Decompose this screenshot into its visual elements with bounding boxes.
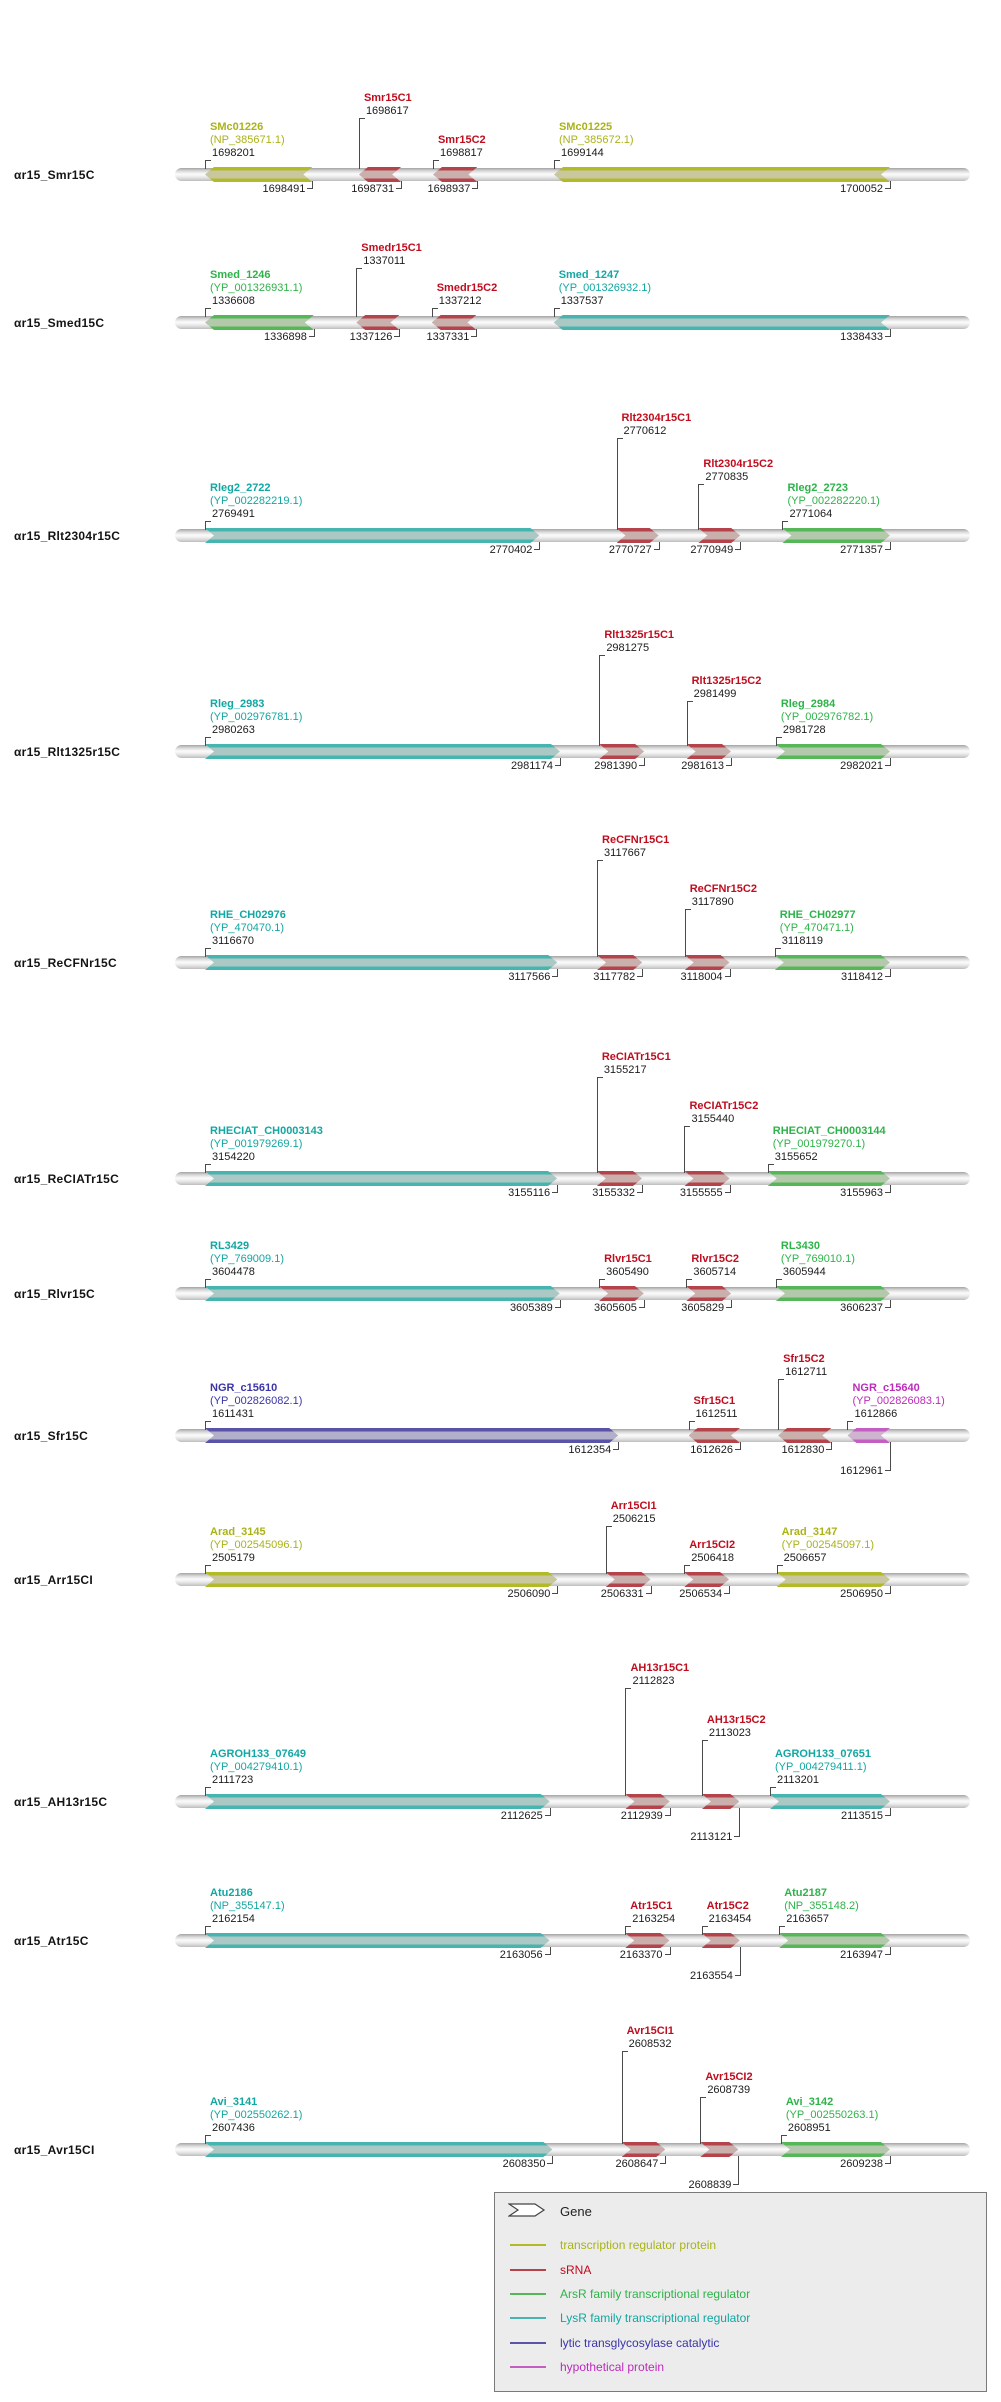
end-coordinate-label: 2506950 [840,1588,883,1600]
gene-name-label: RL3429 [210,1240,250,1252]
end-coordinate-label: 2608350 [502,2158,546,2170]
end-coordinate-tick [472,181,478,189]
end-coordinate-tick [885,1947,891,1955]
start-coordinate-label: 1698617 [365,105,409,117]
end-coordinate-label: 2981613 [681,760,725,772]
locus-label: αr15_ReCFNr15C [14,956,117,970]
srna-name-label: Rlt2304r15C2 [703,458,774,470]
locus-label: αr15_Atr15C [14,1934,89,1948]
end-coordinate-label: 1698937 [427,183,471,195]
transcription_regulator-color-swatch [510,2244,546,2246]
end-coordinate-tick [471,329,477,337]
gene-arrow [776,744,890,759]
lytic-color-swatch [510,2342,546,2344]
start-coordinate-tick [782,521,788,530]
gene-accession-label: (NP_355147.1) [210,1900,285,1912]
gene-accession-label: (YP_001326932.1) [558,282,652,294]
start-coordinate-label: 1699144 [560,147,604,159]
start-coordinate-label: 2608951 [787,2122,831,2134]
start-coordinate-label: 2769491 [212,508,255,520]
end-coordinate-label: 3605389 [509,1302,553,1314]
start-coordinate-tick [698,484,704,530]
gene-name-label: RHE_CH02976 [210,909,286,921]
start-coordinate-tick [205,1565,211,1574]
gene-accession-label: (YP_769009.1) [210,1253,284,1265]
end-coordinate-tick [826,1442,832,1450]
srna-name-label: ReCFNr15C1 [602,834,670,846]
start-coordinate-tick [205,737,211,746]
gene-arrow [205,1171,557,1186]
end-coordinate-label: 3155116 [508,1187,551,1199]
gene-arrow [205,1794,550,1809]
end-coordinate-tick [735,1947,741,1976]
start-coordinate-tick [205,521,211,530]
gene-arrow [781,2142,890,2157]
start-coordinate-tick [606,1526,612,1574]
start-coordinate-tick [770,1787,776,1796]
start-coordinate-tick [702,1926,708,1935]
start-coordinate-label: 3605490 [606,1266,649,1278]
end-coordinate-tick [885,1300,891,1308]
start-coordinate-label: 3605714 [693,1266,737,1278]
end-coordinate-label: 3117566 [508,971,551,983]
legend-item-label: ArsR family transcriptional regulator [560,2287,751,2301]
gene-accession-label: (YP_002550263.1) [785,2109,879,2121]
start-coordinate-label: 1612511 [695,1408,738,1420]
locus-label: αr15_Rlt2304r15C [14,529,121,543]
gene-arrow [205,528,539,543]
start-coordinate-label: 3116670 [212,935,255,947]
srna-name-label: Rlt1325r15C2 [691,675,762,687]
end-coordinate-tick [885,181,891,189]
gene-name-label: Atu2186 [210,1887,253,1899]
end-coordinate-label: 1698731 [351,183,395,195]
gene-arrow [205,1933,550,1948]
locus-label: αr15_Rlt1325r15C [14,745,121,759]
gene-accession-label: (NP_385671.1) [210,134,285,146]
gene-name-label: Rleg2_2722 [210,482,271,494]
gene-name-label: SMc01225 [558,121,613,133]
srna-name-label: Atr15C1 [630,1900,673,1912]
end-coordinate-label: 1337331 [426,331,470,343]
gene-name-label: RHECIAT_CH0003144 [772,1125,886,1137]
gene-name-label: RHECIAT_CH0003143 [210,1125,323,1137]
end-coordinate-label: 3118004 [680,971,723,983]
start-coordinate-label: 1337537 [560,295,604,307]
start-coordinate-label: 2113023 [708,1727,751,1739]
end-coordinate-tick [885,758,891,766]
end-coordinate-label: 2163056 [499,1949,543,1961]
gene-name-label: AGROH133_07651 [774,1748,871,1760]
start-coordinate-label: 3155652 [774,1151,818,1163]
gene-name-label: AGROH133_07649 [210,1748,307,1760]
end-coordinate-label: 2506534 [679,1588,723,1600]
start-coordinate-tick [776,737,782,746]
end-coordinate-label: 1338433 [840,331,883,343]
gene-accession-label: (YP_001979269.1) [210,1138,303,1150]
srna-color-swatch [510,2269,546,2271]
end-coordinate-label: 2982021 [840,760,883,772]
start-coordinate-label: 2770835 [705,471,749,483]
srna-name-label: ReCIATr15C2 [689,1100,759,1112]
gene-accession-label: (YP_002282220.1) [787,495,880,507]
end-coordinate-label: 2112939 [620,1810,663,1822]
end-coordinate-label: 2163947 [840,1949,883,1961]
end-coordinate-tick [885,1808,891,1816]
start-coordinate-label: 3605944 [782,1266,826,1278]
srna-name-label: Smedr15C2 [436,282,498,294]
end-coordinate-label: 1700052 [840,183,883,195]
start-coordinate-tick [205,1279,211,1288]
start-coordinate-label: 2771064 [789,508,833,520]
gene-arrow [205,1428,618,1443]
end-coordinate-label: 1612626 [690,1444,734,1456]
srna-name-label: AH13r15C2 [706,1714,766,1726]
end-coordinate-tick [726,1300,732,1308]
end-coordinate-tick [735,542,741,550]
end-coordinate-label: 2113515 [840,1810,883,1822]
end-coordinate-label: 3606237 [840,1302,883,1314]
srna-name-label: ReCIATr15C1 [601,1051,671,1063]
srna-name-label: Avr15CI2 [705,2071,753,2083]
end-coordinate-tick [734,1808,740,1837]
locus-label: αr15_AH13r15C [14,1795,108,1809]
legend-item-label: hypothetical protein [560,2360,665,2374]
end-coordinate-label: 1612830 [781,1444,825,1456]
start-coordinate-label: 2506418 [691,1552,735,1564]
srna-name-label: Smr15C2 [437,134,486,146]
end-coordinate-label: 2981174 [510,760,553,772]
gene-name-label: RL3430 [780,1240,821,1252]
end-coordinate-tick [885,1442,891,1471]
gene-name-label: Rleg_2984 [780,698,836,710]
legend-item-label: sRNA [560,2263,592,2277]
start-coordinate-label: 2981728 [782,724,826,736]
gene-accession-label: (YP_002550262.1) [210,2109,303,2121]
start-coordinate-label: 2980263 [212,724,255,736]
gene-arrow [205,1572,557,1587]
start-coordinate-tick [205,1787,211,1796]
start-coordinate-tick [205,160,211,169]
srna-name-label: Sfr15C1 [693,1395,736,1407]
end-coordinate-label: 2163370 [619,1949,663,1961]
start-coordinate-tick [433,160,439,169]
end-coordinate-label: 1336898 [264,331,307,343]
hypothetical-color-swatch [510,2366,546,2368]
start-coordinate-tick [768,1164,774,1173]
start-coordinate-tick [554,160,560,169]
start-coordinate-label: 3155217 [603,1064,647,1076]
gene-name-label: Smed_1247 [558,269,620,281]
gene-accession-label: (YP_002282219.1) [210,495,303,507]
end-coordinate-tick [885,1586,891,1594]
gene-accession-label: (YP_470471.1) [779,922,854,934]
locus-label: αr15_Avr15CI [14,2143,95,2157]
end-coordinate-tick [885,1185,891,1193]
start-coordinate-tick [356,268,362,317]
end-coordinate-tick [726,758,732,766]
end-coordinate-tick [885,542,891,550]
start-coordinate-label: 2111723 [212,1774,254,1786]
gene-accession-label: (YP_002826082.1) [210,1395,303,1407]
gene-arrow [782,528,890,543]
start-coordinate-label: 2608739 [707,2084,751,2096]
srna-name-label: Rlvr15C2 [691,1253,740,1265]
start-coordinate-tick [359,118,365,169]
gene-arrow [775,955,890,970]
start-coordinate-tick [599,1279,605,1288]
end-coordinate-tick [725,1185,731,1193]
end-coordinate-label: 1337126 [349,331,393,343]
start-coordinate-label: 3118119 [781,935,823,947]
gene-arrow-icon [508,2203,546,2217]
locus-label: αr15_Smr15C [14,168,95,182]
gene-accession-label: (YP_001979270.1) [772,1138,866,1150]
start-coordinate-tick [700,2097,706,2144]
legend-item-label: Gene [560,2204,592,2219]
start-coordinate-tick [205,1164,211,1173]
start-coordinate-tick [776,1279,782,1288]
start-coordinate-tick [781,2135,787,2144]
gene-name-label: Arad_3145 [210,1526,266,1538]
end-coordinate-label: 3155555 [679,1187,723,1199]
start-coordinate-label: 2770612 [623,425,667,437]
end-coordinate-label: 3605605 [594,1302,637,1314]
gene-name-label: NGR_c15610 [210,1382,278,1394]
start-coordinate-label: 2112823 [632,1675,675,1687]
end-coordinate-label: 2770727 [608,544,652,556]
end-coordinate-tick [885,2156,891,2164]
gene-accession-label: (YP_002826083.1) [852,1395,945,1407]
start-coordinate-label: 3117667 [604,847,647,859]
start-coordinate-label: 1612711 [785,1366,828,1378]
start-coordinate-tick [685,909,691,957]
gene-arrow [779,1933,890,1948]
start-coordinate-tick [684,1126,690,1173]
start-coordinate-label: 2608532 [628,2038,672,2050]
lysr-color-swatch [510,2317,546,2319]
start-coordinate-label: 3154220 [212,1151,255,1163]
start-coordinate-label: 2506657 [783,1552,827,1564]
start-coordinate-label: 2506215 [612,1513,656,1525]
srna-name-label: Smr15C1 [363,92,412,104]
start-coordinate-tick [432,308,438,317]
gene-name-label: Rleg2_2723 [787,482,848,494]
gene-arrow [205,1286,560,1301]
end-coordinate-tick [724,1586,730,1594]
srna-name-label: Rlt1325r15C1 [604,629,675,641]
srna-name-label: Smedr15C1 [361,242,422,254]
end-coordinate-label: 1612961 [840,1465,883,1477]
srna-name-label: Arr15CI1 [610,1500,657,1512]
end-coordinate-label: 2112625 [500,1810,543,1822]
gene-arrow [205,955,557,970]
end-coordinate-label: 2113121 [690,1831,733,1843]
gene-accession-label: (NP_385672.1) [558,134,634,146]
gene-arrow [768,1171,890,1186]
start-coordinate-label: 2113201 [776,1774,819,1786]
end-coordinate-label: 2770949 [690,544,734,556]
end-coordinate-label: 3155963 [840,1187,883,1199]
start-coordinate-label: 2981275 [606,642,650,654]
end-coordinate-tick [660,2156,666,2164]
start-coordinate-tick [684,1565,690,1574]
gene-name-label: RHE_CH02977 [779,909,856,921]
gene-arrow [770,1794,890,1809]
end-coordinate-label: 2981390 [594,760,638,772]
start-coordinate-label: 2607436 [212,2122,255,2134]
start-coordinate-tick [205,2135,211,2144]
srna-name-label: Arr15CI2 [689,1539,736,1551]
locus-label: αr15_Arr15CI [14,1573,94,1587]
start-coordinate-tick [625,1688,631,1796]
start-coordinate-tick [597,860,603,957]
start-coordinate-tick [205,1926,211,1935]
end-coordinate-tick [665,1947,671,1955]
end-coordinate-tick [725,969,731,977]
start-coordinate-tick [779,1926,785,1935]
start-coordinate-label: 1698201 [212,147,255,159]
locus-label: αr15_Smed15C [14,316,105,330]
legend-item-label: transcription regulator protein [560,2238,717,2252]
gene-arrow [777,1572,890,1587]
start-coordinate-label: 3155440 [691,1113,735,1125]
gene-arrow [205,167,312,182]
gene-name-label: Avi_3141 [210,2096,258,2108]
start-coordinate-tick [689,1421,695,1430]
gene-arrow [554,167,890,182]
start-coordinate-label: 1612866 [854,1408,898,1420]
legend-item-label: LysR family transcriptional regulator [560,2311,751,2325]
srna-name-label: Rlvr15C1 [604,1253,652,1265]
end-coordinate-label: 2163554 [690,1970,733,1982]
start-coordinate-tick [554,308,560,317]
end-coordinate-label: 2771357 [840,544,883,556]
start-coordinate-label: 1698817 [439,147,483,159]
legend-item-label: lytic transglycosylase catalytic [560,2336,720,2350]
start-coordinate-label: 2981499 [693,688,737,700]
gene-name-label: NGR_c15640 [852,1382,920,1394]
start-coordinate-label: 3604478 [212,1266,255,1278]
srna-name-label: ReCFNr15C2 [689,883,757,895]
arsr-color-swatch [510,2293,546,2295]
start-coordinate-tick [205,308,211,317]
gene-accession-label: (YP_002976782.1) [780,711,874,723]
srna-name-label: Avr15CI1 [626,2025,674,2037]
gene-name-label: Rleg_2983 [210,698,265,710]
start-coordinate-tick [686,1279,692,1288]
srna-name-label: Rlt2304r15C1 [621,412,692,424]
gene-accession-label: (YP_769010.1) [780,1253,855,1265]
end-coordinate-label: 3155332 [592,1187,636,1199]
start-coordinate-tick [702,1740,708,1796]
start-coordinate-label: 1337212 [438,295,482,307]
end-coordinate-tick [885,329,891,337]
start-coordinate-tick [599,655,605,746]
start-coordinate-tick [597,1077,603,1173]
start-coordinate-label: 2163454 [708,1913,752,1925]
end-coordinate-label: 2608647 [615,2158,659,2170]
start-coordinate-label: 1337011 [363,255,406,267]
gene-accession-label: (YP_004279411.1) [774,1761,867,1773]
gene-name-label: SMc01226 [210,121,264,133]
gene-arrow [205,315,314,330]
locus-label: αr15_Rlvr15C [14,1287,96,1301]
end-coordinate-label: 1698491 [262,183,306,195]
gene-accession-label: (NP_355148.2) [784,1900,859,1912]
gene-accession-label: (YP_001326931.1) [210,282,303,294]
gene-accession-label: (YP_004279410.1) [210,1761,303,1773]
start-coordinate-label: 1336608 [212,295,255,307]
gene-name-label: Avi_3142 [785,2096,834,2108]
gene-arrow [554,315,890,330]
end-coordinate-label: 3118412 [840,971,883,983]
end-coordinate-tick [733,2156,739,2185]
end-coordinate-label: 2608839 [688,2179,732,2191]
srna-name-label: Atr15C2 [706,1900,749,1912]
start-coordinate-label: 2162154 [212,1913,255,1925]
start-coordinate-tick [847,1421,853,1430]
end-coordinate-label: 2506090 [507,1588,551,1600]
start-coordinate-tick [625,1926,631,1935]
gene-name-label: Smed_1246 [210,269,271,281]
gene-name-label: Arad_3147 [781,1526,838,1538]
gene-accession-label: (YP_470470.1) [210,922,284,934]
gene-accession-label: (YP_002545096.1) [210,1539,303,1551]
start-coordinate-tick [687,701,693,746]
end-coordinate-label: 3117782 [593,971,636,983]
start-coordinate-label: 2163657 [786,1913,830,1925]
start-coordinate-tick [775,948,781,957]
srna-name-label: Sfr15C2 [783,1353,825,1365]
gene-name-label: Atu2187 [784,1887,827,1899]
start-coordinate-tick [617,438,623,530]
gene-accession-label: (YP_002976781.1) [210,711,303,723]
end-coordinate-label: 1612354 [568,1444,612,1456]
gene-arrow [205,2142,552,2157]
srna-name-label: AH13r15C1 [630,1662,690,1674]
gene-arrow [776,1286,890,1301]
start-coordinate-tick [778,1379,784,1430]
end-coordinate-label: 2609238 [840,2158,883,2170]
end-coordinate-label: 3605829 [681,1302,725,1314]
start-coordinate-label: 1611431 [212,1408,255,1420]
end-coordinate-label: 2770402 [489,544,533,556]
start-coordinate-tick [777,1565,783,1574]
start-coordinate-label: 2505179 [212,1552,255,1564]
start-coordinate-tick [622,2051,628,2144]
gene-arrow [205,744,560,759]
start-coordinate-tick [205,948,211,957]
end-coordinate-tick [665,1808,671,1816]
locus-label: αr15_Sfr15C [14,1429,89,1443]
end-coordinate-label: 2506331 [600,1588,644,1600]
start-coordinate-label: 2163254 [632,1913,676,1925]
start-coordinate-tick [205,1421,211,1430]
start-coordinate-label: 3117890 [691,896,734,908]
end-coordinate-tick [885,969,891,977]
locus-label: αr15_ReCIATr15C [14,1172,120,1186]
gene-accession-label: (YP_002545097.1) [781,1539,875,1551]
